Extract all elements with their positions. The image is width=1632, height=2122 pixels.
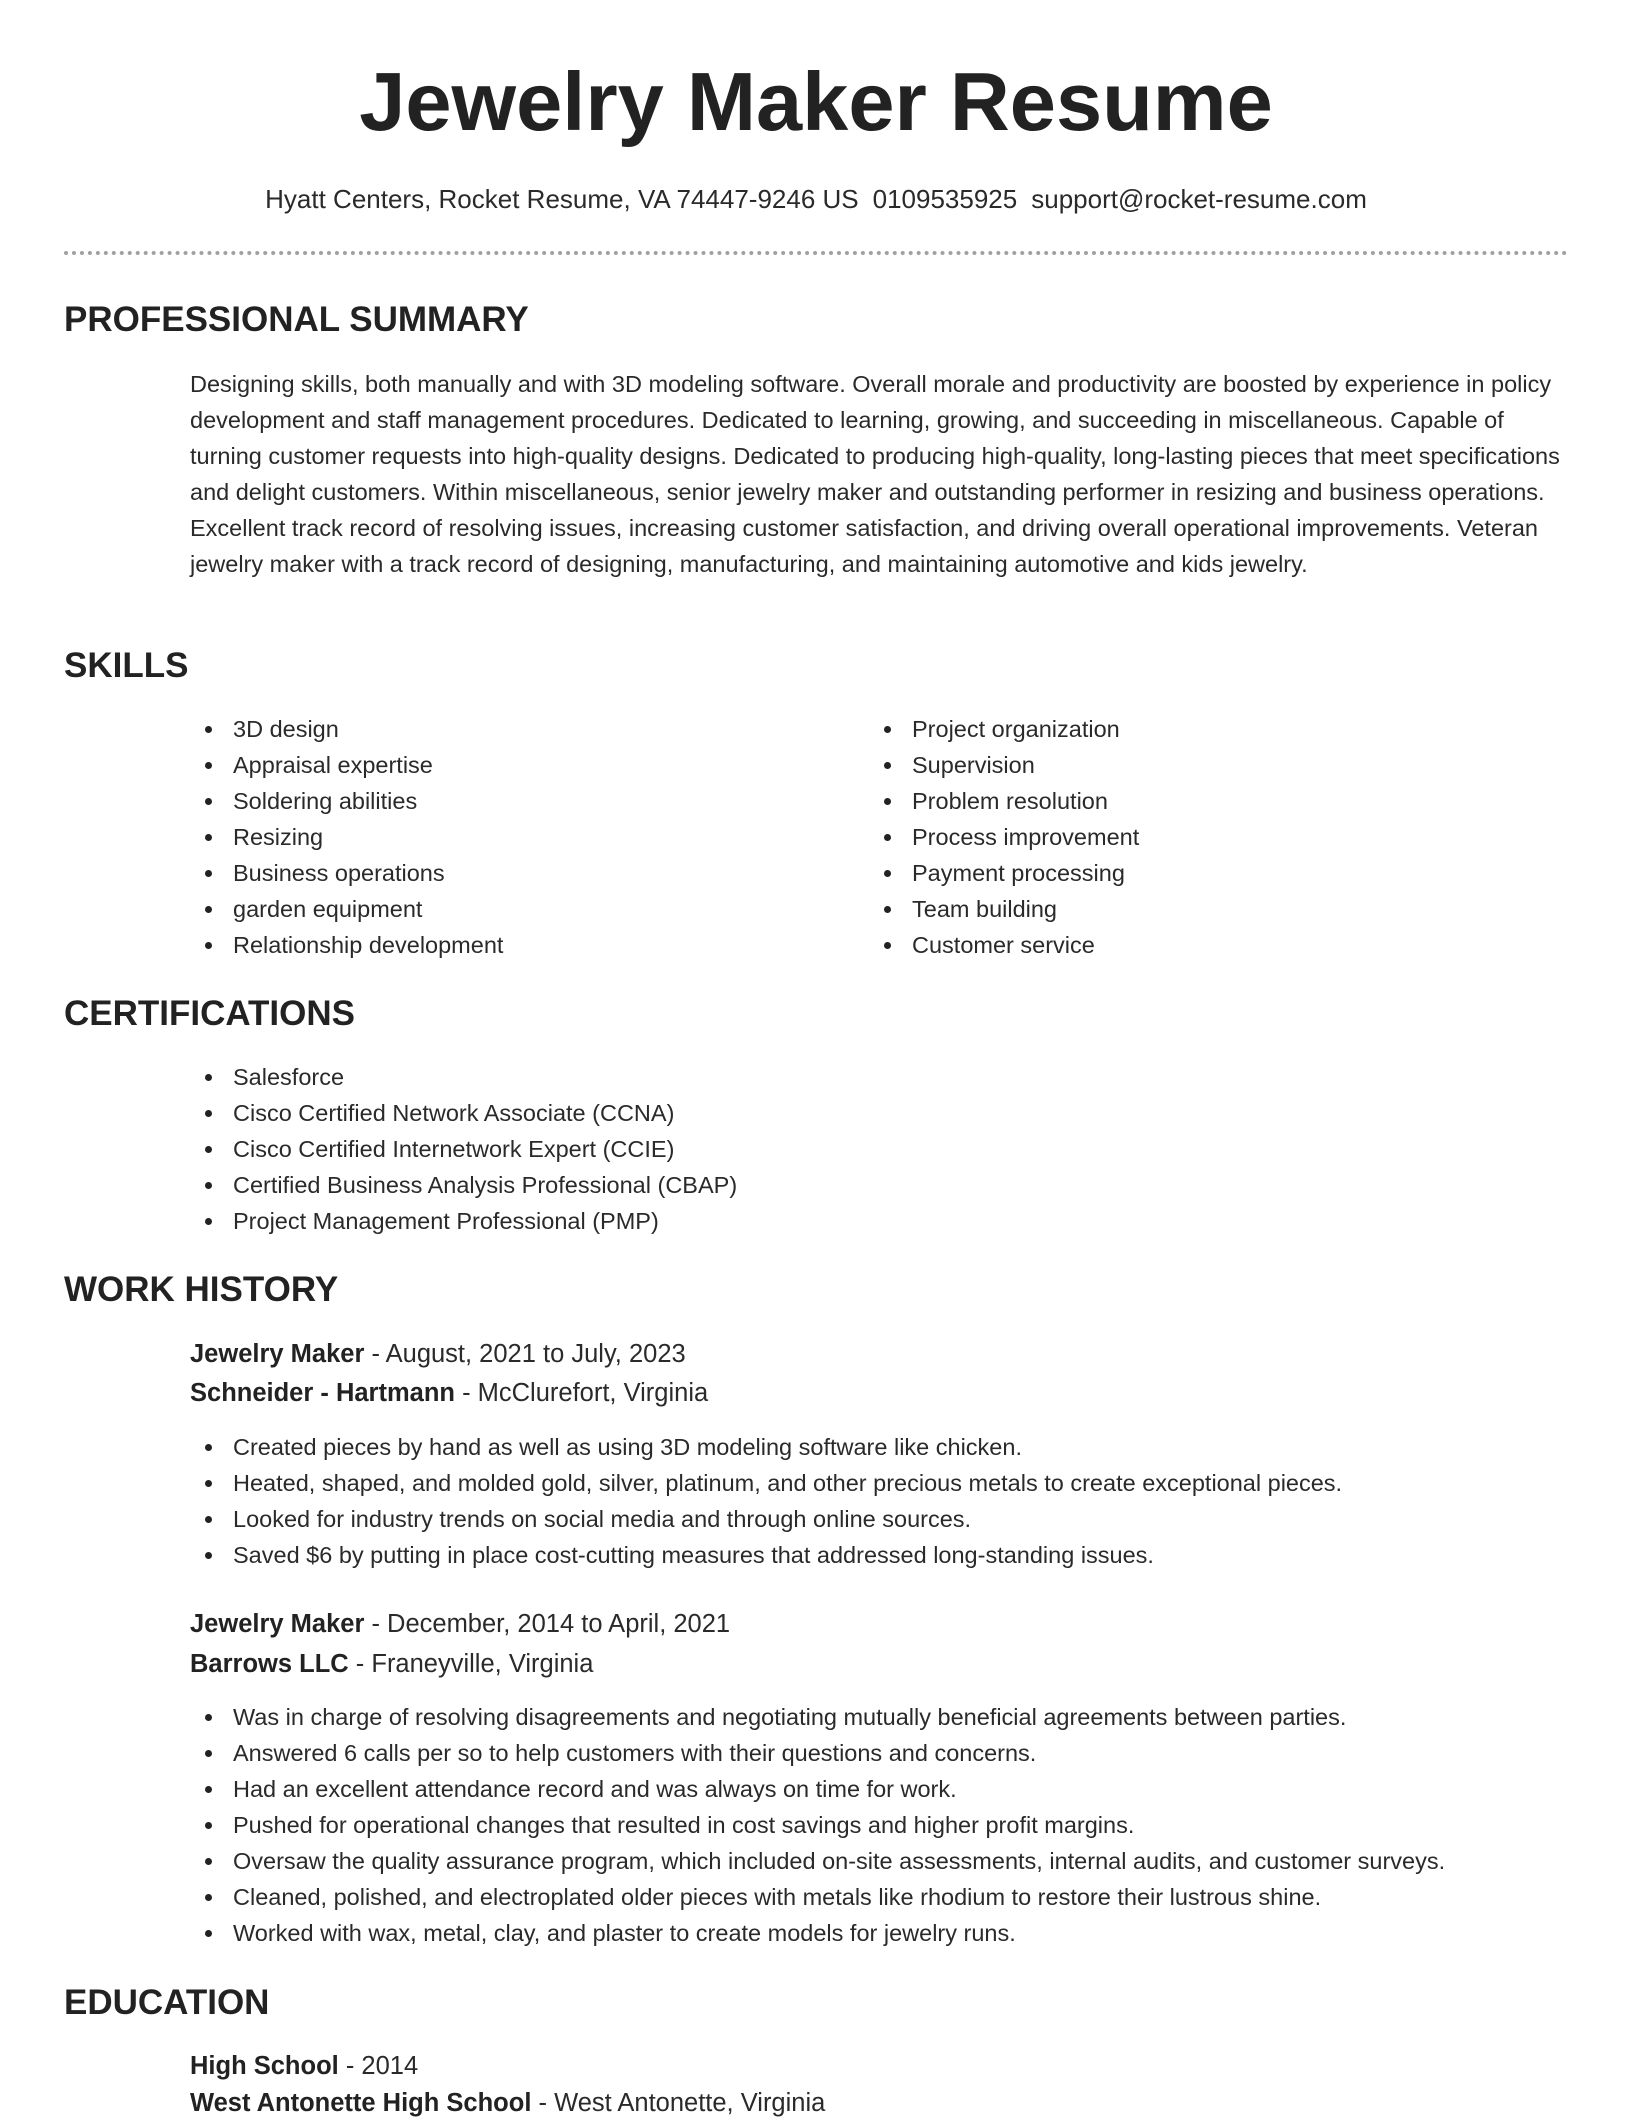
job-1-company-line — [190, 1374, 708, 1412]
work-history-heading: WORK HISTORY — [64, 1270, 339, 1309]
duty-item: Had an excellent attendance record and was always on time for work. — [190, 1771, 1445, 1807]
skill-item: Resizing — [190, 819, 503, 855]
skill-item: Relationship development — [190, 927, 503, 963]
job-2-company-line — [190, 1645, 593, 1683]
job-company: Schneider - Hartmann — [190, 1379, 455, 1407]
certification-item: Project Management Professional (PMP) — [190, 1203, 737, 1239]
job-title: Jewelry Maker — [190, 1340, 365, 1368]
duty-item: Was in charge of resolving disagreements and negotiating mutually beneficial agreements between parties. — [190, 1699, 1445, 1735]
duty-item: Answered 6 calls per so to help customers with their questions and concerns. — [190, 1735, 1445, 1771]
job-dates: - August, 2021 to July, 2023 — [364, 1340, 686, 1368]
job-location: - Franeyville, Virginia — [348, 1650, 594, 1678]
duty-item: Pushed for operational changes that resulted in cost savings and higher profit margins. — [190, 1807, 1445, 1843]
skill-item: Business operations — [190, 855, 503, 891]
education-school-line — [190, 2084, 825, 2122]
skill-item: Customer service — [869, 927, 1139, 963]
certification-item: Cisco Certified Internetwork Expert (CCIE) — [190, 1131, 737, 1167]
certifications-list — [190, 1059, 737, 1239]
header-divider — [64, 251, 1568, 255]
education-degree-line — [190, 2047, 418, 2085]
education-location: - West Antonette, Virginia — [531, 2089, 826, 2117]
contact-address: Hyatt Centers, Rocket Resume, VA 74447-9246 US — [265, 184, 859, 214]
skill-item: garden equipment — [190, 891, 503, 927]
duty-item: Heated, shaped, and molded gold, silver, platinum, and other precious metals to create exceptional pieces. — [190, 1465, 1342, 1501]
job-dates: - December, 2014 to April, 2021 — [364, 1610, 731, 1638]
skills-list-left — [190, 711, 503, 963]
education-year: - 2014 — [338, 2052, 419, 2080]
duty-item: Looked for industry trends on social media and through online sources. — [190, 1501, 1342, 1537]
certification-item: Certified Business Analysis Professional (CBAP) — [190, 1167, 737, 1203]
job-2-title-line — [190, 1605, 730, 1643]
skills-list-right — [869, 711, 1139, 963]
duty-item: Created pieces by hand as well as using 3D modeling software like chicken. — [190, 1429, 1342, 1465]
job-1-duties — [190, 1429, 1342, 1573]
job-title: Jewelry Maker — [190, 1610, 365, 1638]
skill-item: Project organization — [869, 711, 1139, 747]
duty-item: Saved $6 by putting in place cost-cutting measures that addressed long-standing issues. — [190, 1537, 1342, 1573]
contact-info — [0, 182, 1632, 216]
skill-item: 3D design — [190, 711, 503, 747]
duty-item: Worked with wax, metal, clay, and plaster to create models for jewelry runs. — [190, 1915, 1445, 1951]
skill-item: Team building — [869, 891, 1139, 927]
summary-text: Designing skills, both manually and with 3D modeling software. Overall morale and productivity are boosted by experience in policy development and staff management procedures. Dedicated to learning, growing, and succeeding in miscellaneous. Capable of turning customer requests into high-quality designs. Dedicated to producing high-quality, long-lasting pieces that meet specifications and delight customers. Within miscellaneous, senior jewelry maker and outstanding performer in resizing and business operations. Excellent track record of resolving issues, increasing customer satisfaction, and driving overall operational improvements. Veteran jewelry maker with a track record of designing, manufacturing, and maintaining automotive and kids jewelry. — [190, 371, 1560, 577]
skill-item: Appraisal expertise — [190, 747, 503, 783]
skill-item: Process improvement — [869, 819, 1139, 855]
education-heading: EDUCATION — [64, 1983, 270, 2022]
job-2-duties — [190, 1699, 1445, 1951]
certification-item: Cisco Certified Network Associate (CCNA) — [190, 1095, 737, 1131]
skill-item: Payment processing — [869, 855, 1139, 891]
job-location: - McClurefort, Virginia — [454, 1379, 709, 1407]
resume-title: Jewelry Maker Resume — [359, 55, 1273, 148]
contact-email: support@rocket-resume.com — [1031, 184, 1367, 214]
job-1-title-line — [190, 1335, 686, 1373]
skills-heading: SKILLS — [64, 646, 189, 685]
contact-phone: 0109535925 — [872, 184, 1018, 214]
skill-item: Problem resolution — [869, 783, 1139, 819]
education-school: West Antonette High School — [190, 2089, 532, 2117]
duty-item: Cleaned, polished, and electroplated older pieces with metals like rhodium to restore their lustrous shine. — [190, 1879, 1445, 1915]
summary-heading: PROFESSIONAL SUMMARY — [64, 300, 529, 339]
skill-item: Supervision — [869, 747, 1139, 783]
certifications-heading: CERTIFICATIONS — [64, 994, 356, 1033]
certification-item: Salesforce — [190, 1059, 737, 1095]
duty-item: Oversaw the quality assurance program, which included on-site assessments, internal audits, and customer surveys. — [190, 1843, 1445, 1879]
job-company: Barrows LLC — [190, 1650, 349, 1678]
skill-item: Soldering abilities — [190, 783, 503, 819]
education-degree: High School — [190, 2052, 339, 2080]
